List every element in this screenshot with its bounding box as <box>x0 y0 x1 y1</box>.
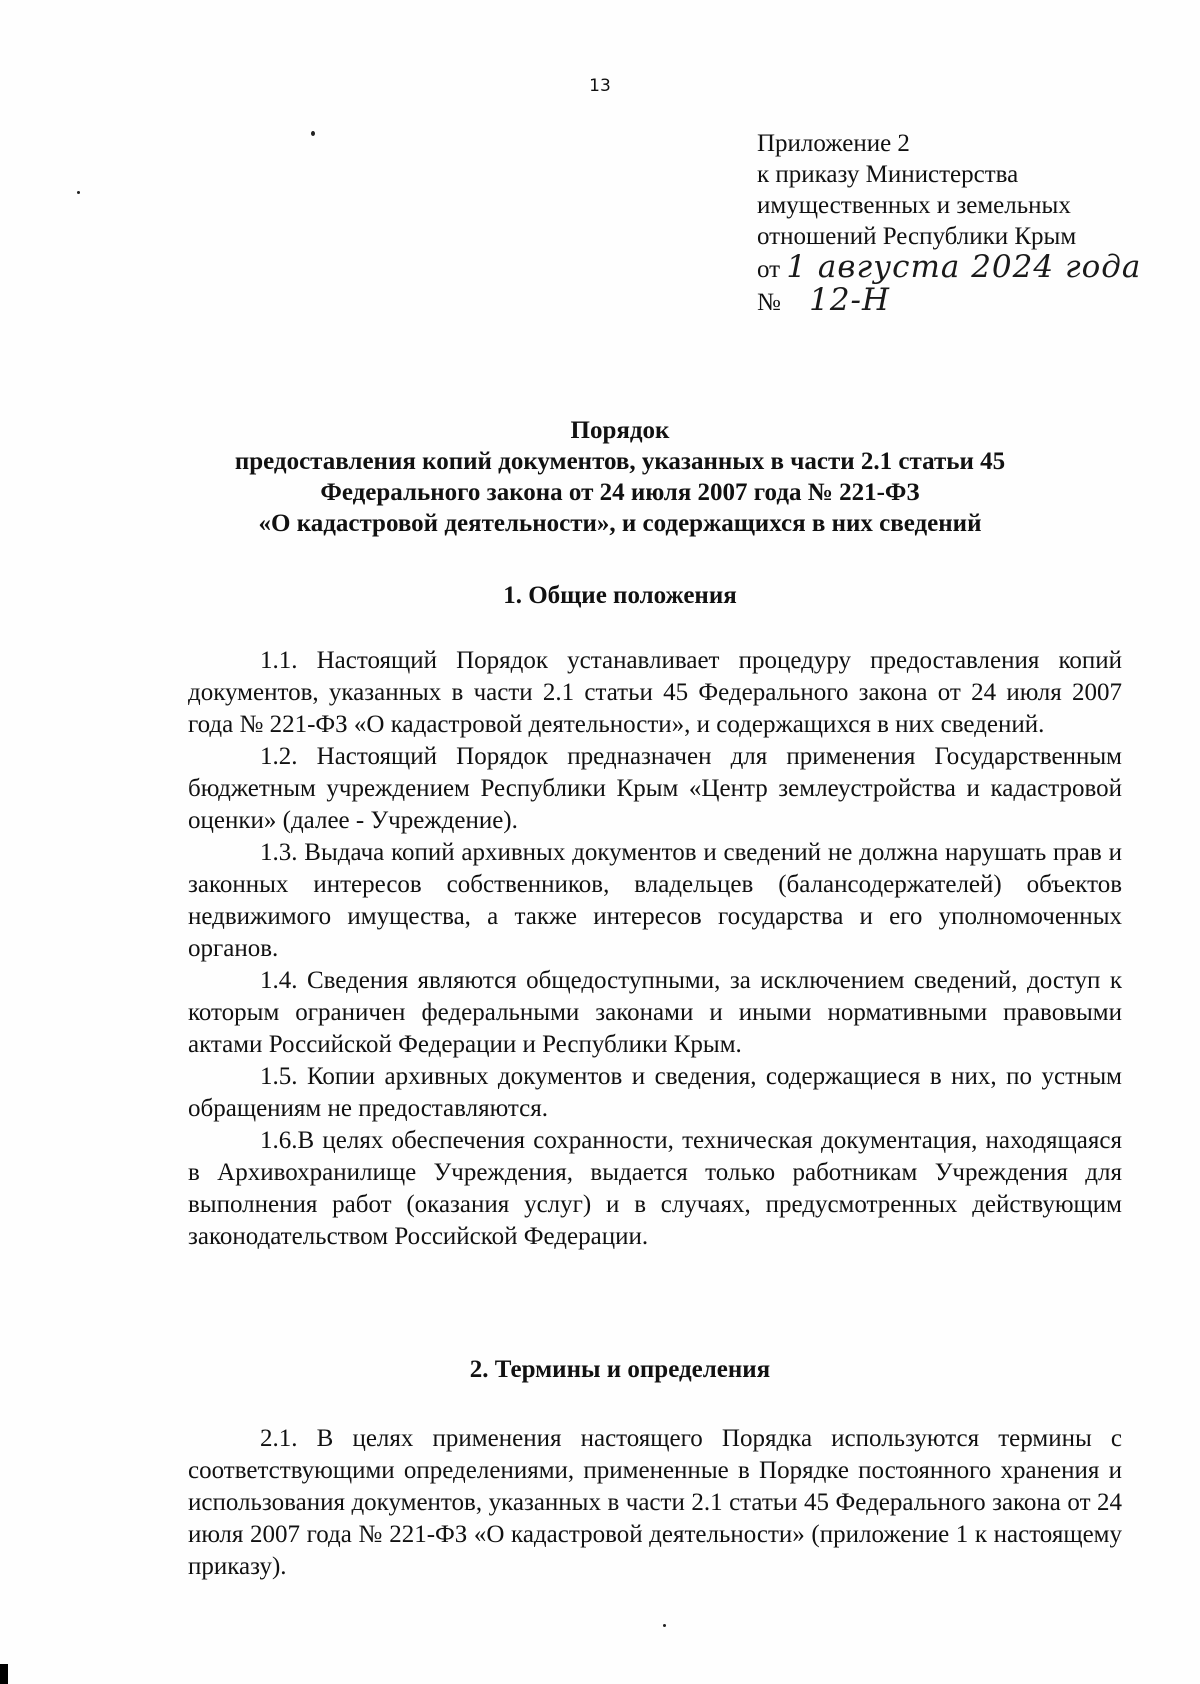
section-1-body <box>188 645 1122 1253</box>
appendix-line: к приказу Министерства <box>757 161 1019 188</box>
title-line: предоставления копий документов, указанных в части 2.1 статьи 45 <box>234 448 1006 475</box>
section-heading: 1. Общие положения <box>503 582 737 609</box>
title-line: Федерального закона от 24 июля 2007 года № 221-ФЗ <box>320 479 920 506</box>
title-line: Порядок <box>570 417 670 444</box>
appendix-line: имущественных и земельных <box>757 192 1071 219</box>
paragraph: 1.2. Настоящий Порядок предназначен для применения Государственным бюджетным учреждением Республики Крым «Центр землеустройства и кадастровой оценки» (далее - Учреждение). <box>188 743 1122 834</box>
page-number: 13 <box>589 76 611 96</box>
number-prefix: № <box>757 289 781 316</box>
section-2-body <box>188 1423 1122 1583</box>
scan-edge-mark <box>0 1664 8 1684</box>
paragraph: 1.4. Сведения являются общедоступными, за исключением сведений, доступ к которым ограничен федеральными законами и иными нормативными правовыми актами Российской Федерации и Республики Крым. <box>188 967 1122 1058</box>
appendix-line: отношений Республики Крым <box>757 223 1077 250</box>
paragraph: 1.6.В целях обеспечения сохранности, техническая документация, находящаяся в Архивохранилище Учреждения, выдается только работникам Учреждения для выполнения работ (оказания услуг) и в случаях, предусмотренных действующим законодательством Российской Федерации. <box>188 1127 1122 1250</box>
handwritten-date: 1 августа 2024 года <box>786 249 1142 285</box>
appendix-block <box>757 128 1177 318</box>
paragraph: 2.1. В целях применения настоящего Порядка используются термины с соответствующими определениями, примененные в Порядке постоянного хранения и использования документов, указанных в части 2.1 статьи 45 Федерального закона от 24 июля 2007 года № 221-ФЗ «О кадастровой деятельности» (приложение 1 к настоящему приказу). <box>188 1425 1122 1580</box>
scan-speck <box>77 191 80 194</box>
scan-speck <box>663 1624 666 1627</box>
paragraph: 1.3. Выдача копий архивных документов и сведений не должна нарушать прав и законных интересов собственников, владельцев (балансодержателей) объектов недвижимого имущества, а также интересов государства и его уполномоченных органов. <box>188 839 1122 962</box>
date-prefix: от <box>757 256 781 283</box>
appendix-date-line <box>757 249 1177 285</box>
appendix-line: Приложение 2 <box>757 130 910 157</box>
section-heading: 2. Термины и определения <box>469 1356 771 1383</box>
title-line: «О кадастровой деятельности», и содержащихся в них сведений <box>258 510 982 537</box>
appendix-number-line <box>757 282 1177 318</box>
paragraph: 1.1. Настоящий Порядок устанавливает процедуру предоставления копий документов, указанных в части 2.1 статьи 45 Федерального закона от 24 июля 2007 года № 221-ФЗ «О кадастровой деятельности», и содержащихся в них сведений. <box>188 647 1122 738</box>
paragraph: 1.5. Копии архивных документов и сведения, содержащиеся в них, по устным обращениям не предоставляются. <box>188 1063 1122 1122</box>
scan-speck <box>311 131 315 136</box>
document-title <box>150 415 1090 539</box>
handwritten-number: 12-Н <box>809 282 891 318</box>
